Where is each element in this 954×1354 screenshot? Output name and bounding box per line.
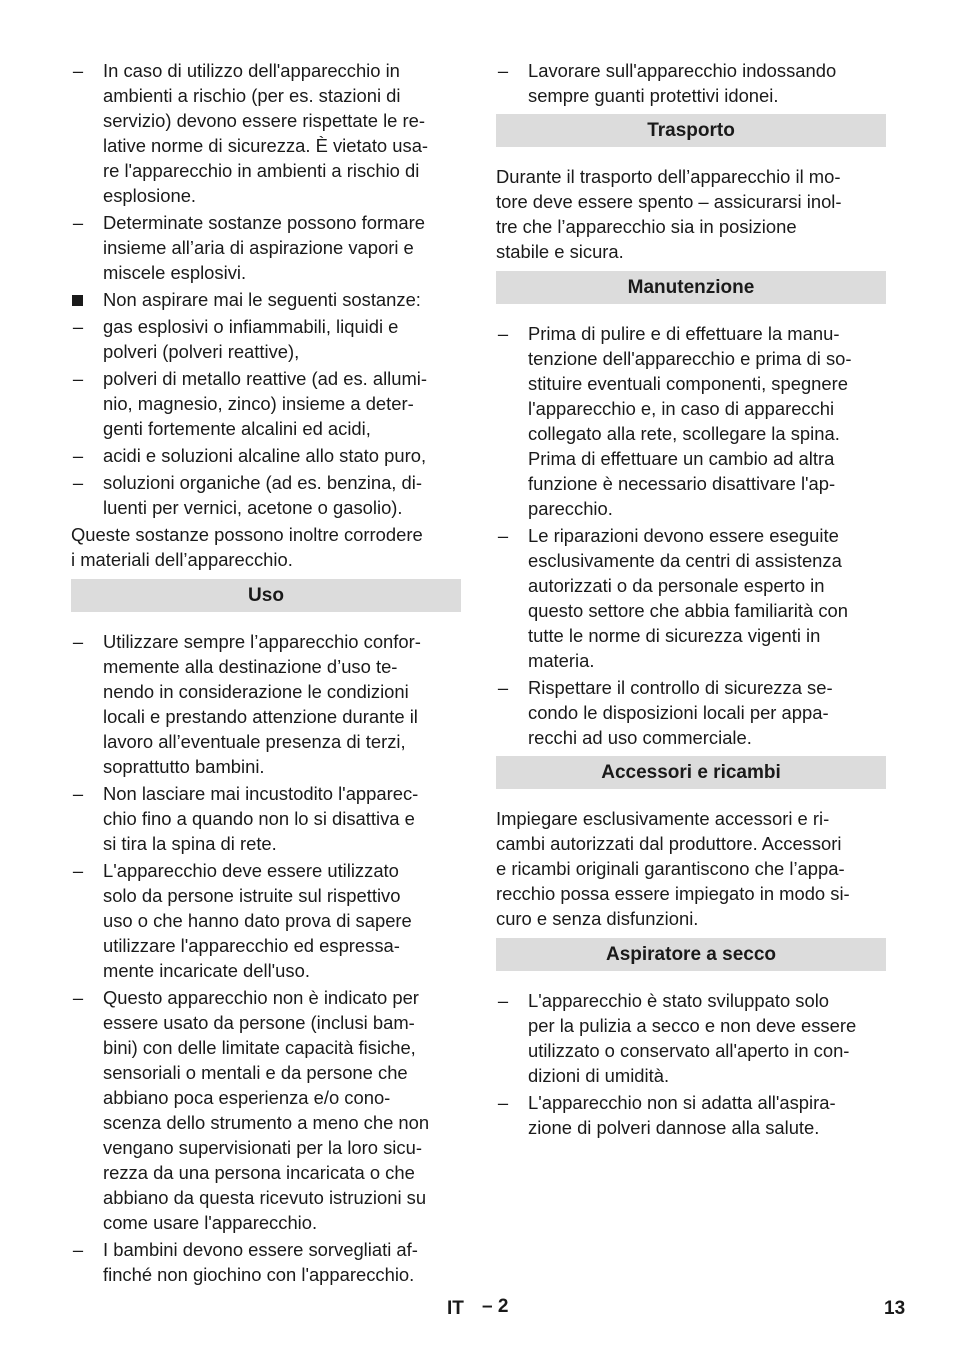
text-line: Questo apparecchio non è indicato per bbox=[103, 987, 419, 1008]
text-line: i materiali dell’apparecchio. bbox=[71, 549, 293, 570]
text-line: l'apparecchio e, in caso di apparecchi bbox=[528, 398, 835, 419]
text-line: Utilizzare sempre l’apparecchio confor- bbox=[103, 631, 421, 652]
text-line: recchi ad uso commerciale. bbox=[528, 727, 752, 748]
text-line: parecchio. bbox=[528, 498, 613, 519]
text-line: condo le disposizioni locali per appa- bbox=[528, 702, 829, 723]
text-line: locali e prestando attenzione durante il bbox=[103, 706, 418, 727]
text-line: re l'apparecchio in ambienti a rischio di bbox=[103, 160, 420, 181]
text-line: rezza da una persona incaricata o che bbox=[103, 1162, 415, 1183]
text-line: utilizzato o conservato all'aperto in con- bbox=[528, 1040, 850, 1061]
text-line: sensoriali o mentali e da persone che bbox=[103, 1062, 408, 1083]
text-line: memente alla destinazione d’uso te- bbox=[103, 656, 398, 677]
trasporto-text bbox=[496, 164, 886, 264]
list-item-text bbox=[103, 287, 461, 312]
text-line: stabile e sicura. bbox=[496, 241, 624, 262]
dash-bullet: – bbox=[72, 472, 84, 493]
text-line: finché non giochino con l'apparecchio. bbox=[103, 1264, 415, 1285]
list-item bbox=[71, 443, 461, 468]
text-line: tutte le norme di sicurezza vigenti in bbox=[528, 625, 821, 646]
list-item bbox=[496, 988, 886, 1088]
text-line: per la pulizia a secco e non deve essere bbox=[528, 1015, 857, 1036]
text-line: abbiano poca esperienza e/o cono- bbox=[103, 1087, 391, 1108]
text-line: funzione è necessario disattivare l'ap- bbox=[528, 473, 836, 494]
dash-bullet: – bbox=[72, 631, 84, 652]
text-line: miscele esplosivi. bbox=[103, 262, 247, 283]
text-line: polveri di metallo reattive (ad es. allumi- bbox=[103, 368, 428, 389]
list-item bbox=[71, 210, 461, 285]
list-item-text bbox=[103, 858, 461, 983]
text-line: Prima di effettuare un cambio ad altra bbox=[528, 448, 835, 469]
text-line: In caso di utilizzo dell'apparecchio in bbox=[103, 60, 400, 81]
list-item bbox=[71, 985, 461, 1235]
list-item-text bbox=[103, 985, 461, 1235]
manutenzione-list bbox=[496, 321, 886, 750]
text-line: esclusivamente da centri di assistenza bbox=[528, 550, 842, 571]
right-column bbox=[496, 58, 886, 1142]
list-item bbox=[71, 314, 461, 364]
list-item bbox=[496, 523, 886, 673]
text-line: acidi e soluzioni alcaline allo stato puro, bbox=[103, 445, 427, 466]
text-line: uso o che hanno dato prova di sapere bbox=[103, 910, 412, 931]
text-line: lavoro all’eventuale presenza di terzi, bbox=[103, 731, 406, 752]
text-line: si tira la spina di rete. bbox=[103, 833, 277, 854]
section-heading-aspiratore: Aspiratore a secco bbox=[496, 938, 886, 971]
aspiratore-list bbox=[496, 988, 886, 1140]
dash-bullet: – bbox=[72, 368, 84, 389]
text-line: soprattutto bambini. bbox=[103, 756, 265, 777]
text-line: nendo in considerazione le condizioni bbox=[103, 681, 409, 702]
section-heading-uso: Uso bbox=[71, 579, 461, 612]
text-line: recchio possa essere impiegato in modo si- bbox=[496, 883, 850, 904]
text-line: Le riparazioni devono essere eseguite bbox=[528, 525, 839, 546]
text-line: Impiegare esclusivamente accessori e ri- bbox=[496, 808, 830, 829]
list-item bbox=[71, 287, 461, 312]
dash-bullet: – bbox=[72, 860, 84, 881]
corrosion-note bbox=[71, 522, 461, 572]
text-line: mente incaricate dell'uso. bbox=[103, 960, 310, 981]
page-number: 13 bbox=[884, 1298, 906, 1319]
text-line: tore deve essere spento – assicurarsi inol- bbox=[496, 191, 842, 212]
text-line: Rispettare il controllo di sicurezza se- bbox=[528, 677, 833, 698]
list-item-text bbox=[528, 1090, 886, 1140]
text-line: bini) con delle limitate capacità fisiche, bbox=[103, 1037, 416, 1058]
list-item-text bbox=[528, 321, 886, 521]
text-line: e ricambi originali garantiscono che l’appa- bbox=[496, 858, 845, 879]
text-line: questo settore che abbia familiarità con bbox=[528, 600, 848, 621]
list-item bbox=[496, 1090, 886, 1140]
text-line: L'apparecchio deve essere utilizzato bbox=[103, 860, 399, 881]
text-line: collegato alla rete, scollegare la spina. bbox=[528, 423, 840, 444]
list-item-text bbox=[103, 781, 461, 856]
list-item-text bbox=[103, 366, 461, 441]
dash-bullet: – bbox=[497, 525, 509, 546]
list-item bbox=[71, 366, 461, 441]
text-line: solo da persone istruite sul rispettivo bbox=[103, 885, 401, 906]
dash-bullet: – bbox=[72, 783, 84, 804]
text-line: chio fino a quando non lo si disattiva e bbox=[103, 808, 415, 829]
section-heading-trasporto: Trasporto bbox=[496, 114, 886, 147]
section-heading-accessori: Accessori e ricambi bbox=[496, 756, 886, 789]
dash-bullet: – bbox=[497, 323, 509, 344]
text-line: sempre guanti protettivi idonei. bbox=[528, 85, 779, 106]
dash-bullet: – bbox=[72, 445, 84, 466]
text-line: autorizzati o da personale esperto in bbox=[528, 575, 825, 596]
list-item bbox=[71, 470, 461, 520]
text-line: servizio) devono essere rispettate le re- bbox=[103, 110, 425, 131]
section-heading-manutenzione: Manutenzione bbox=[496, 271, 886, 304]
dash-bullet: – bbox=[72, 1239, 84, 1260]
footer-subpage: – 2 bbox=[482, 1296, 509, 1317]
text-line: curo e senza disfunzioni. bbox=[496, 908, 699, 929]
text-line: tre che l’apparecchio sia in posizione bbox=[496, 216, 797, 237]
text-line: insieme all’aria di aspirazione vapori e bbox=[103, 237, 414, 258]
list-item-text bbox=[103, 210, 461, 285]
dash-bullet: – bbox=[72, 987, 84, 1008]
accessori-text bbox=[496, 806, 886, 931]
list-item-text bbox=[528, 523, 886, 673]
text-line: Queste sostanze possono inoltre corrodere bbox=[71, 524, 423, 545]
text-line: tenzione dell'apparecchio e prima di so- bbox=[528, 348, 852, 369]
list-item-text bbox=[103, 629, 461, 779]
list-item bbox=[71, 629, 461, 779]
text-line: cambi autorizzati dal produttore. Accessori bbox=[496, 833, 842, 854]
dash-bullet: – bbox=[72, 316, 84, 337]
dash-bullet: – bbox=[497, 60, 509, 81]
text-line: luenti per vernici, acetone o gasolio). bbox=[103, 497, 403, 518]
dash-bullet: – bbox=[72, 60, 84, 81]
text-line: abbiano da questa ricevuto istruzioni su bbox=[103, 1187, 427, 1208]
list-item-text bbox=[103, 470, 461, 520]
text-line: Determinate sostanze possono formare bbox=[103, 212, 425, 233]
list-item bbox=[496, 58, 886, 108]
text-line: Durante il trasporto dell’apparecchio il mo- bbox=[496, 166, 841, 187]
text-line: Non aspirare mai le seguenti sostanze: bbox=[103, 289, 421, 310]
dash-bullet: – bbox=[497, 990, 509, 1011]
list-item-text bbox=[528, 675, 886, 750]
text-line: Non lasciare mai incustodito l'apparec- bbox=[103, 783, 419, 804]
text-line: I bambini devono essere sorvegliati af- bbox=[103, 1239, 418, 1260]
list-item-text bbox=[103, 314, 461, 364]
text-line: materia. bbox=[528, 650, 595, 671]
safety-list bbox=[71, 58, 461, 520]
text-line: scenza dello strumento a meno che non bbox=[103, 1112, 430, 1133]
text-line: zione di polveri dannose alla salute. bbox=[528, 1117, 820, 1138]
text-line: soluzioni organiche (ad es. benzina, di- bbox=[103, 472, 422, 493]
list-item bbox=[71, 58, 461, 208]
text-line: gas esplosivi o infiammabili, liquidi e bbox=[103, 316, 399, 337]
text-line: L'apparecchio non si adatta all'aspira- bbox=[528, 1092, 836, 1113]
text-line: Lavorare sull'apparecchio indossando bbox=[528, 60, 837, 81]
list-item-text bbox=[528, 988, 886, 1088]
list-item bbox=[496, 675, 886, 750]
text-line: genti fortemente alcalini ed acidi, bbox=[103, 418, 371, 439]
text-line: L'apparecchio è stato sviluppato solo bbox=[528, 990, 830, 1011]
list-item bbox=[496, 321, 886, 521]
text-line: lative norme di sicurezza. È vietato usa- bbox=[103, 135, 429, 156]
dash-bullet: – bbox=[497, 1092, 509, 1113]
list-item-text bbox=[103, 1237, 461, 1287]
text-line: esplosione. bbox=[103, 185, 197, 206]
list-item-text bbox=[528, 58, 886, 108]
text-line: come usare l'apparecchio. bbox=[103, 1212, 318, 1233]
text-line: essere usato da persone (inclusi bam- bbox=[103, 1012, 415, 1033]
left-column bbox=[71, 58, 461, 1289]
text-line: dizioni di umidità. bbox=[528, 1065, 670, 1086]
uso-list bbox=[71, 629, 461, 1287]
text-line: ambienti a rischio (per es. stazioni di bbox=[103, 85, 401, 106]
text-line: utilizzare l'apparecchio ed espressa- bbox=[103, 935, 400, 956]
text-line: polveri (polveri reattive), bbox=[103, 341, 300, 362]
gloves-list bbox=[496, 58, 886, 108]
text-line: nio, magnesio, zinco) insieme a deter- bbox=[103, 393, 414, 414]
list-item bbox=[71, 781, 461, 856]
list-item-text bbox=[103, 443, 461, 468]
text-line: stituire eventuali componenti, spegnere bbox=[528, 373, 848, 394]
list-item-text bbox=[103, 58, 461, 208]
footer-language: IT bbox=[447, 1298, 464, 1319]
text-line: vengano supervisionati per la loro sicu- bbox=[103, 1137, 422, 1158]
list-item bbox=[71, 1237, 461, 1287]
list-item bbox=[71, 858, 461, 983]
dash-bullet: – bbox=[72, 212, 84, 233]
text-line: Prima di pulire e di effettuare la manu- bbox=[528, 323, 840, 344]
square-bullet-icon bbox=[72, 295, 83, 306]
dash-bullet: – bbox=[497, 677, 509, 698]
